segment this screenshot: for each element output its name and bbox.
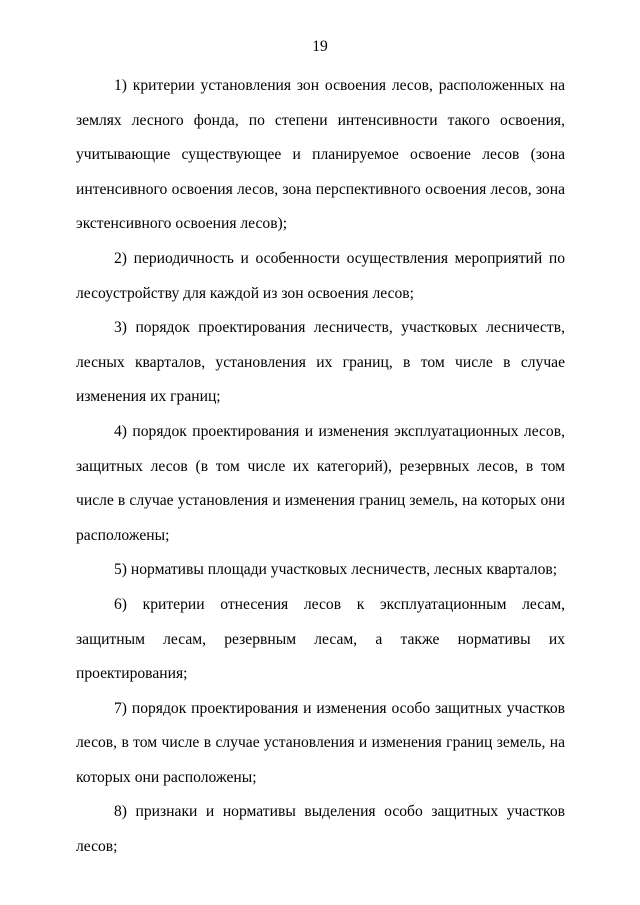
- list-item-4: 4) порядок проектирования и изменения эксплуатационных лесов, защитных лесов (в том числе их категорий), резервных лесов, в том числе в случае установления и изменения границ земель, на которых они расположены;: [76, 422, 565, 544]
- page-number: 19: [312, 38, 328, 55]
- list-item-7: 7) порядок проектирования и изменения особо защитных участков лесов, в том числе в случае установления и изменения границ земель, на которых они расположены;: [76, 699, 565, 786]
- list-item-5: 5) нормативы площади участковых лесничеств, лесных кварталов;: [114, 561, 558, 579]
- document-body: [76, 69, 565, 865]
- list-item-6: 6) критерии отнесения лесов к эксплуатационным лесам, защитным лесам, резервным лесам, а также нормативы их проектирования;: [76, 595, 565, 683]
- list-item-3: 3) порядок проектирования лесничеств, участковых лесничеств, лесных кварталов, установления их границ, в том числе в случае изменения их границ;: [76, 319, 565, 406]
- list-item-1: 1) критерии установления зон освоения лесов, расположенных на землях лесного фонда, по степени интенсивности такого освоения, учитывающие существующее и планируемое освоение лесов (зона интенсивного освоения лесов, зона перспективного освоения лесов, зона экстенсивного освоения лесов);: [76, 77, 565, 233]
- list-item-8: 8) признаки и нормативы выделения особо защитных участков лесов;: [76, 803, 565, 856]
- list-item-2: 2) периодичность и особенности осуществления мероприятий по лесоустройству для каждой из зон освоения лесов;: [76, 249, 565, 302]
